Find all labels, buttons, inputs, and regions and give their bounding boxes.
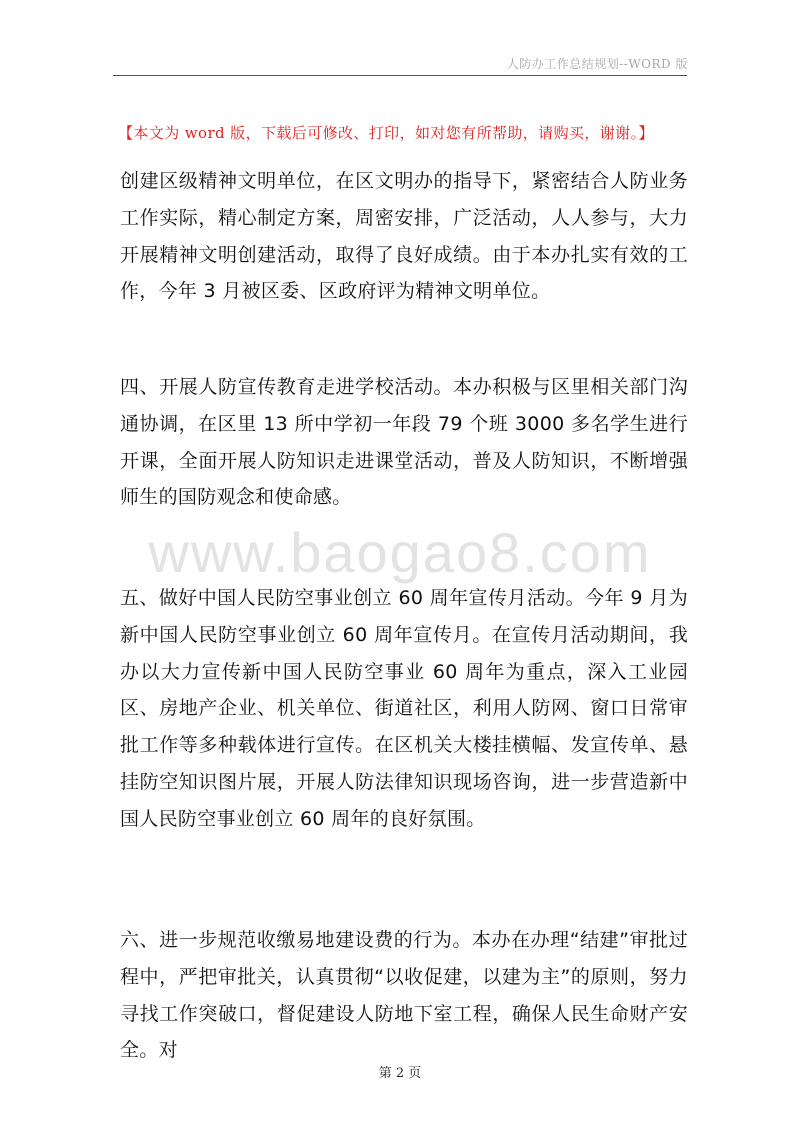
header-title: 人防办工作总结规划--WORD 版 xyxy=(506,57,688,71)
watermark-text: www.baogao8.com xyxy=(148,521,652,584)
paragraph-civilization-unit: 创建区级精神文明单位，在区文明办的指导下，紧密结合人防业务工作实际，精心制定方案，周密安排，广泛活动，人人参与，大力开展精神文明创建活动，取得了良好成绩。由于本办扎实有效的工作，今年 3 月被区委、区政府评为精神文明单位。 xyxy=(120,170,688,303)
page-number: 第 2 页 xyxy=(378,1066,422,1081)
header-divider xyxy=(113,75,687,76)
purchase-notice: 【本文为 word 版，下载后可修改、打印，如对您有所帮助，请购买，谢谢。】 xyxy=(118,124,654,142)
paragraph-section-five: 五、做好中国人民防空事业创立 60 周年宣传月活动。今年 9 月为新中国人民防空事业创立 60 周年宣传月。在宣传月活动期间，我办以大力宣传新中国人民防空事业 60 周年为重点，深入工业园区、房地产企业、机关单位、街道社区，利用人防网、窗口日常审批工作等多种载体进行宣传。在区机关大楼挂横幅、发宣传单、悬挂防空知识图片展，开展人防法律知识现场咨询，进一步营造新中国人民防空事业创立 60 周年的良好氛围。 xyxy=(120,587,688,830)
paragraph-section-six: 六、进一步规范收缴易地建设费的行为。本办在办理“结建”审批过程中，严把审批关，认真贯彻“以收促建，以建为主”的原则，努力寻找工作突破口，督促建设人防地下室工程，确保人民生命财产安全。对 xyxy=(120,929,688,1062)
paragraph-section-four: 四、开展人防宣传教育走进学校活动。本办积极与区里相关部门沟通协调，在区里 13 所中学初一年段 79 个班 3000 多名学生进行开课，全面开展人防知识走进课堂活动，普及人防知识，不断增强师生的国防观念和使命感。 xyxy=(120,376,688,509)
